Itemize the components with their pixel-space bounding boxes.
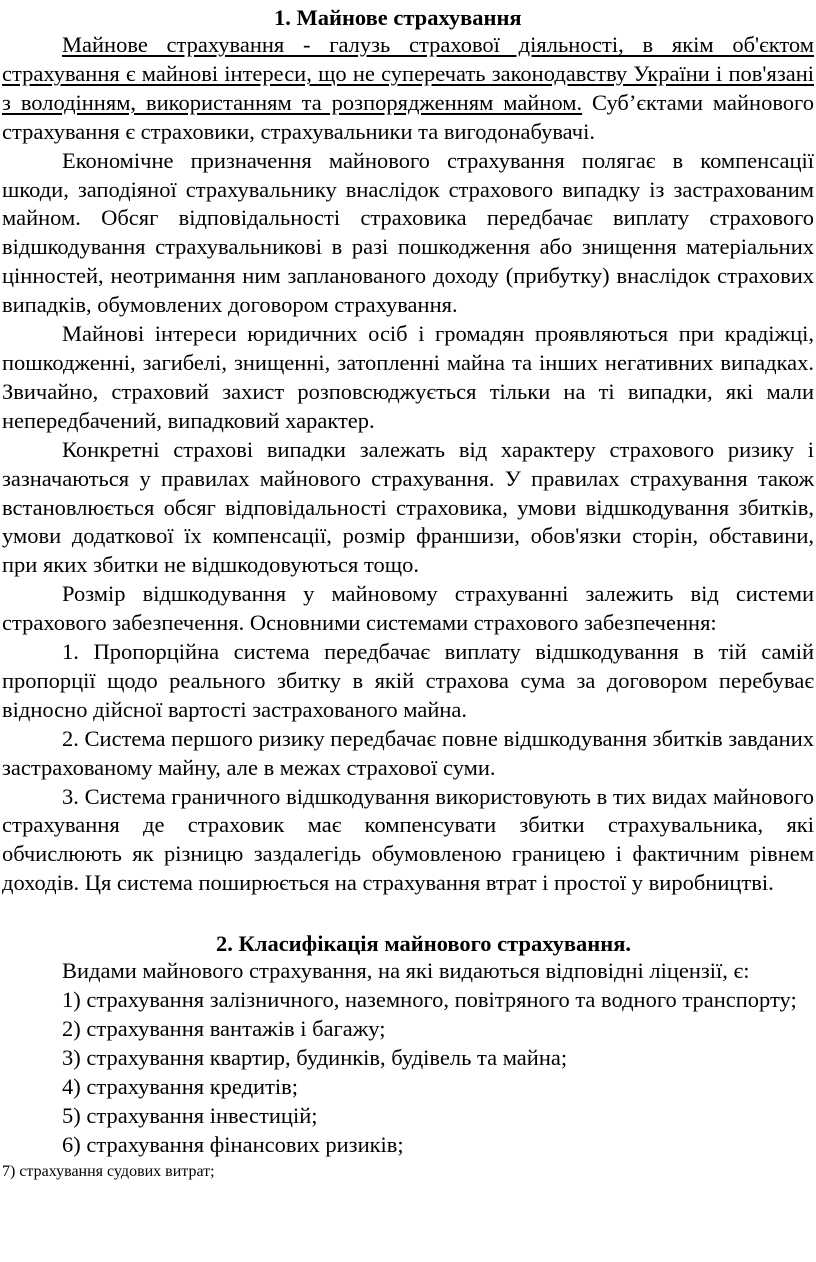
paragraph-proportional-system: 1. Пропорційна система передбачає виплату відшкодування в тій самій пропорції щодо реального збитку в якій страхова сума за договором перебуває відносно дійсної вартості застрахованого майна. bbox=[2, 639, 814, 722]
list-item-investments: 5) страхування інвестицій; bbox=[62, 1102, 318, 1128]
paragraph-first-risk-system: 2. Система першого ризику передбачає повне відшкодування збитків завданих застрахованому майну, але в межах страхової суми. bbox=[2, 725, 814, 780]
paragraph-limit-system: 3. Система граничного відшкодування використовують в тих видах майнового страхування де страховик має компенсувати збитки страхувальника, які обчислюють як різницю заздалегідь обумовленою границею і фактичним рівнем доходів. Ця система поширюється на страхування втрат і простої у виробництві. bbox=[2, 783, 814, 896]
list-item-cargo: 2) страхування вантажів і багажу; bbox=[62, 1016, 386, 1041]
paragraph-insurance-cases: Конкретні страхові випадки залежать від характеру страхового ризику і зазначаються у правилах майнового страхування. У правилах страхування також встановлюється обсяг відповідальності страховика, умови відшкодування збитків, умови додаткової їх компенсації, розмір франшизи, обов'язки сторін, обставини, при яких збитки не відшкодовуються тощо. bbox=[2, 436, 814, 578]
section-2-title: 2. Класифікація майнового страхування. bbox=[216, 931, 632, 957]
section-1-title: 1. Майнове страхування bbox=[274, 5, 522, 30]
list-item-court-costs: 7) страхування судових витрат; bbox=[2, 1162, 215, 1180]
paragraph-compensation-systems: Розмір відшкодування у майновому страхуванні залежить від системи страхового забезпечення. Основними системами страхового забезпечення: bbox=[2, 581, 814, 636]
paragraph-economic-purpose: Економічне призначення майнового страхування полягає в компенсації шкоди, заподіяної страхувальнику внаслідок страхового випадку із застрахованим майном. Обсяг відповідальності страховика передбачає виплату страхового відшкодування страхувальникові в разі пошкодження або знищення матеріальних цінностей, неотримання ним запланованого доходу (прибутку) внаслідок страхових випадків, обумовлених договором страхування. bbox=[2, 147, 814, 318]
list-item-financial-risks: 6) страхування фінансових ризиків; bbox=[62, 1131, 404, 1157]
list-item-transport: 1) страхування залізничного, наземного, повітряного та водного транспорту; bbox=[62, 987, 797, 1013]
list-item-credits: 4) страхування кредитів; bbox=[62, 1073, 299, 1099]
list-item-property: 3) страхування квартир, будинків, будівель та майна; bbox=[62, 1044, 568, 1070]
definition-underlined-text: Майнове страхування - галузь страхової діяльності, в якім об'єктом страхування є майнові інтереси, що не суперечать законодавству України і пов'язані з володінням, використанням та розпорядженням майном. bbox=[2, 32, 814, 115]
paragraph-property-interests: Майнові інтереси юридичних осіб і громадян проявляються при крадіжці, пошкодженні, загибелі, знищенні, затопленні майна та інших негативних випадках. Звичайно, страховий захист розповсюджується тільки на ті випадки, які мали непередбачений, випадковий характер. bbox=[2, 321, 814, 433]
section-1-definition-paragraph bbox=[2, 31, 814, 147]
section-2-intro: Видами майнового страхування, на які видаються відповідні ліцензії, є: bbox=[62, 958, 750, 984]
definition-subjects-text: Суб’єктами майнового страхування є страховики, страхувальники та вигодонабувачі. bbox=[2, 89, 814, 144]
